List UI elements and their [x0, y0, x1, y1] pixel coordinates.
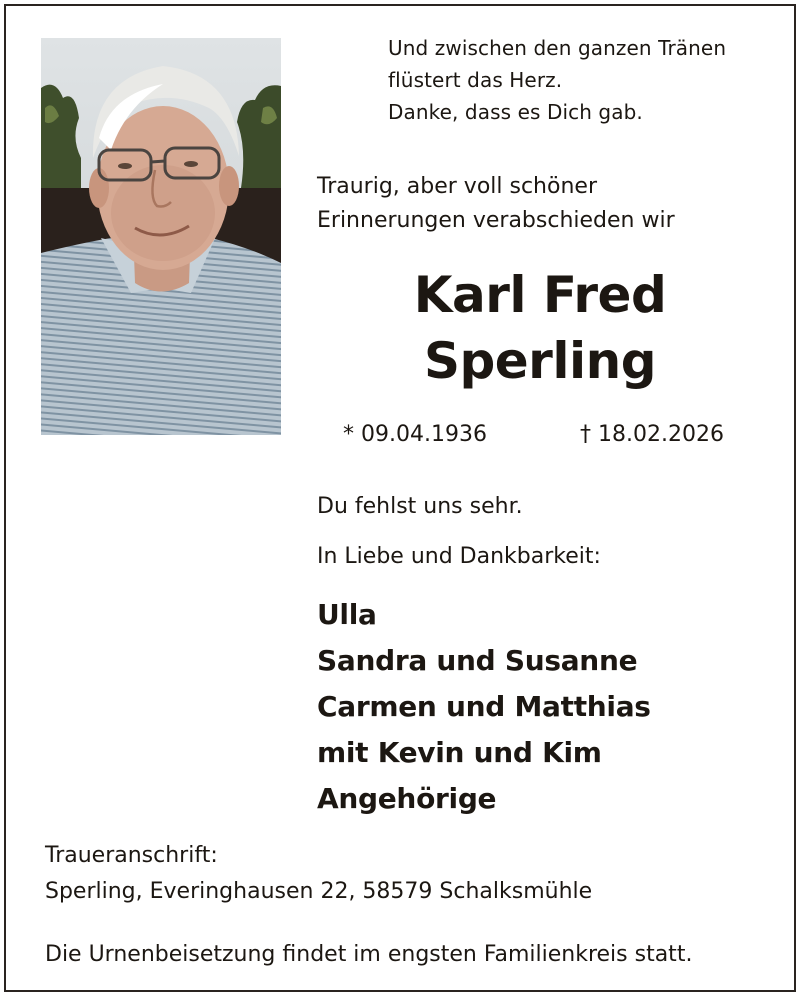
- mourner-name: Sandra und Susanne: [317, 644, 638, 677]
- portrait-image: [41, 38, 281, 435]
- address-label: Traueranschrift:: [45, 843, 218, 868]
- mourner-name: Carmen und Matthias: [317, 690, 651, 723]
- mourner-name: Angehörige: [317, 782, 497, 815]
- miss-line: Du fehlst uns sehr.: [317, 494, 523, 519]
- first-name: Karl Fred: [413, 266, 667, 324]
- intro-line: Traurig, aber voll schöner: [317, 174, 597, 199]
- intro-line: Erinnerungen verabschieden wir: [317, 208, 675, 233]
- mourner-name: Ulla: [317, 598, 377, 631]
- intro-text: [317, 170, 675, 238]
- death-date: † 18.02.2026: [580, 422, 724, 447]
- portrait-photo: [41, 38, 281, 435]
- funeral-note: Die Urnenbeisetzung findet im engsten Familienkreis statt.: [45, 942, 693, 967]
- address-value: Sperling, Everinghausen 22, 58579 Schalksmühle: [45, 879, 593, 904]
- mourners-list: [317, 592, 651, 822]
- last-name: Sperling: [423, 332, 657, 390]
- birth-date: * 09.04.1936: [343, 422, 487, 447]
- quote-text: [388, 32, 726, 128]
- quote-line: flüstert das Herz.: [388, 68, 563, 92]
- quote-line: Und zwischen den ganzen Tränen: [388, 36, 727, 60]
- mourning-address: [45, 838, 592, 910]
- mourner-name: mit Kevin und Kim: [317, 736, 602, 769]
- deceased-name: [300, 262, 780, 394]
- quote-line: Danke, dass es Dich gab.: [388, 100, 643, 124]
- thanks-line: In Liebe und Dankbarkeit:: [317, 544, 601, 569]
